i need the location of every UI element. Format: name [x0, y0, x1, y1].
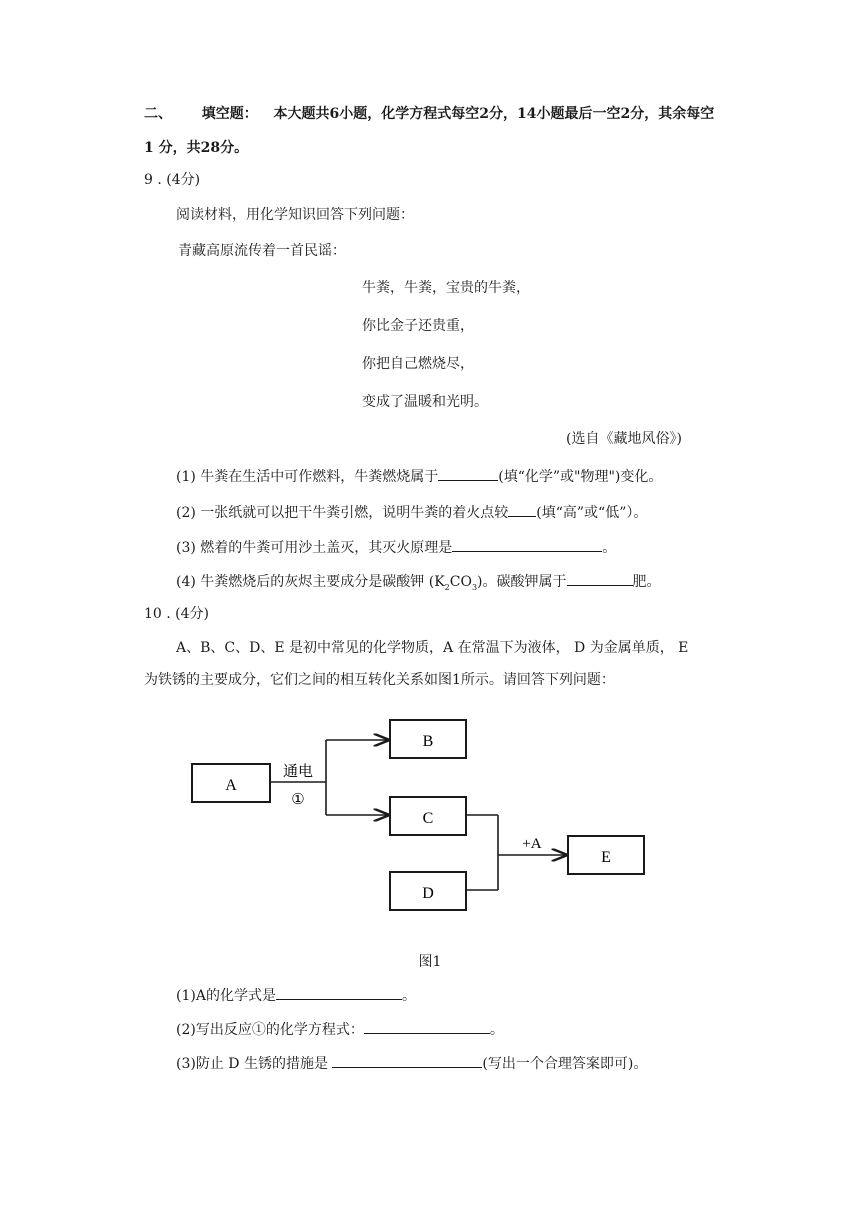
item-text: (填“高”或“低”）。	[536, 505, 648, 521]
q9-item-1	[176, 466, 662, 487]
answer-blank[interactable]	[452, 537, 602, 552]
item-text: (1) 牛粪在生活中可作燃料，牛粪燃烧属于	[176, 469, 439, 485]
section-desc: 本大题共6小题，化学方程式每空2分，14小题最后一空2分，其余每空	[273, 106, 715, 122]
item-text: (3)防止 D 生锈的措施是	[176, 1056, 333, 1072]
box-a-label: A	[225, 777, 237, 794]
item-text: )。碳酸钾属于	[477, 574, 567, 590]
box-c-label: C	[422, 810, 434, 827]
box-b-label: B	[422, 733, 434, 750]
section-number: 二、	[144, 106, 172, 122]
poem-line: 你比金子还贵重，	[362, 318, 474, 334]
electrolysis-label: 通电	[282, 764, 314, 780]
formula-subscript: 2	[444, 582, 450, 592]
q10-text: A、B、C、D、E 是初中常见的化学物质，A 在常温下为液体， D 为金属单质， E	[176, 640, 689, 656]
item-text: (2)写出反应①的化学方程式：	[176, 1022, 364, 1038]
answer-blank[interactable]	[508, 502, 536, 517]
q10-header: 10 . (4分)	[144, 606, 209, 622]
reaction-diagram	[160, 700, 660, 920]
poem-line: 牛粪，牛粪，宝贵的牛粪，	[362, 280, 530, 296]
answer-blank[interactable]	[332, 1053, 482, 1068]
box-b	[390, 720, 466, 758]
item-text: (填“化学”或"物理")变化。	[498, 469, 663, 485]
q10-item-1	[176, 985, 416, 1006]
figure-caption: 图1	[418, 954, 442, 970]
item-text: (4) 牛粪燃烧后的灰烬主要成分是碳酸钾 (K	[176, 574, 445, 590]
item-text: (2) 一张纸就可以把干牛粪引燃，说明牛粪的着火点较	[176, 505, 509, 521]
poem-intro: 青藏高原流传着一首民谣：	[178, 243, 346, 259]
plus-a-label: +A	[522, 836, 542, 852]
answer-blank[interactable]	[276, 985, 402, 1000]
poem-source: (选自《藏地风俗》)	[566, 431, 682, 447]
section-header	[144, 104, 714, 124]
box-e	[568, 836, 644, 874]
formula-subscript: 3	[471, 582, 478, 592]
box-d	[390, 872, 466, 910]
poem-line: 变成了温暖和光明。	[362, 394, 488, 410]
item-text: (3) 燃着的牛粪可用沙土盖灭，其灭火原理是	[176, 540, 453, 556]
q10-item-2	[176, 1019, 504, 1040]
box-c	[390, 797, 466, 835]
q9-item-3	[176, 537, 616, 558]
item-text: (写出一个合理答案即可)。	[482, 1056, 648, 1072]
answer-blank[interactable]	[567, 571, 633, 586]
box-e-label: E	[601, 849, 611, 866]
box-d-label: D	[422, 885, 434, 902]
item-text: 。	[401, 988, 416, 1004]
section-title: 填空题：	[201, 106, 258, 122]
item-text: 肥。	[632, 574, 661, 590]
formula-text: CO	[449, 574, 472, 590]
box-a	[192, 764, 270, 802]
item-text: (1)A的化学式是	[176, 988, 276, 1004]
item-text: 。	[602, 540, 617, 556]
q9-intro: 阅读材料，用化学知识回答下列问题：	[176, 207, 414, 223]
reaction-number-label: ①	[291, 792, 305, 808]
poem-line: 你把自己燃烧尽，	[362, 356, 474, 372]
q9-item-4	[176, 571, 661, 598]
q9-item-2	[176, 502, 647, 523]
answer-blank[interactable]	[364, 1019, 490, 1034]
section-desc-cont: 1 分，共28分。	[144, 140, 249, 156]
q9-header: 9 . (4分)	[144, 172, 201, 188]
q10-text-cont: 为铁锈的主要成分，它们之间的相互转化关系如图1所示。请回答下列问题：	[144, 672, 615, 688]
q10-item-3	[176, 1053, 647, 1074]
answer-blank[interactable]	[438, 466, 498, 481]
item-text: 。	[489, 1022, 504, 1038]
